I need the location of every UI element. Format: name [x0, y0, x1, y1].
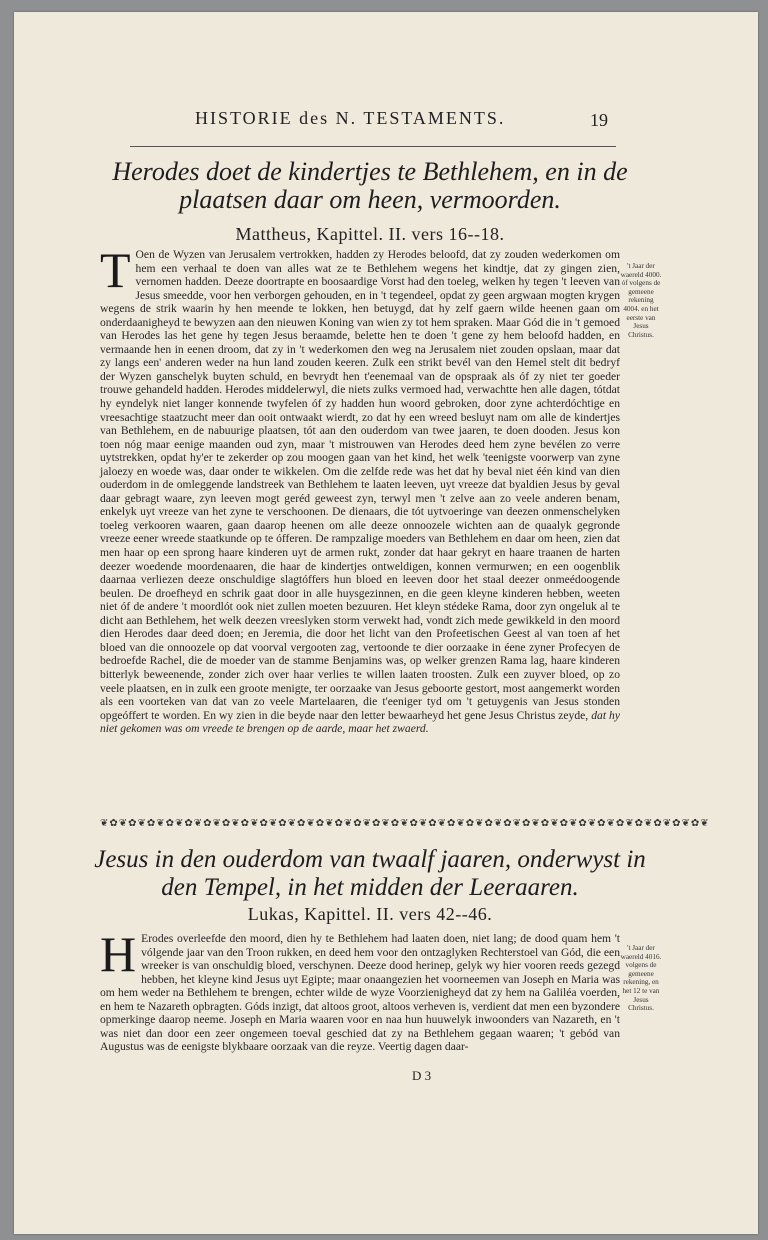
section-body-1	[100, 242, 620, 736]
signature-mark: D 3	[412, 1068, 432, 1083]
body-quote-1: dat hy niet gekomen was om vreede te brengen op de aarde, maar het zwaerd.	[100, 708, 620, 736]
header-rule	[130, 146, 616, 147]
page-number: 19	[590, 110, 608, 130]
body-paragraph-1: Oen de Wyzen van Jerusalem vertrokken, hadden zy Herodes beloofd, dat zy zouden wederkomen om hem een verhaal te doen van alles wat ze te Bethlehem wegens het kindtje, dat zy gingen zien, vernomen hadden. Deeze doortrapte en boosaardige Vorst had den toeleg, welken hy tegen 't leeven van Jesus smeedde, voor hen verborgen gehouden, en in 't tegendeel, opdat zy geen argwaan mogten krygen wegens de strik waarin hy hen meende te lokken, hen betuygd, dat hy zelf gaern wilde heenen gaan om onderdaanigheyd te bewyzen aan den nieuwen Koning van wien zy tot hem spraken. Maar Gód die in 't gemoed van Herodes las het gene hy tegen Jesus beraamde, belette hen te doen 't gene zy hem beloofd hadden, en vermaande hen in eenen droom, dat zy in 't wederkomen den weg na Jerusalem niet zouden opslaan, maar dat zy langs een' anderen weder na hun land zouden keeren. Zulk een strikt bevél van den Hemel stelt dit bedryf der Wyzen ganschelyk buyten schuld, en bevrydt hen t'eenemaal van de opspraak als óf zy niet ter goeder trouwe gehandeld hadden. Herodes middelerwyl, die niets zulks vermoed had, verwachtte hen alle dagen, tótdat hy eyndelyk niet langer konnende twyfelen óf zy hadden hun woord gebroken, door zyne achterdóchtige en vreesachtige staatzucht meer dan ooit ontwaakt wierdt, zo dat hy een wreed besluyt nam om alle de kindertjes van Bethlehem, en de nabuurige plaatsen, tót aan den ouderdom van twee jaaren, te doen dooden. Jesus kon toen nóg maar eenige maanden oud zyn, maar 't mistrouwen van Herodes deed hem zyne bevélen zo verre uytstrekken, opdat hy'er te zekerder op zou moogen gaan van het kind, het welk 'teenigste voorwerp van zyne jaloezy en woede was, daar onder te wikkelen. Om die zelfde rede was het dat hy beval niet één kind van dien ouderdom in de omleggende landstreek van Bethlehem te laaten leeven, uyt vreeze dat byaldien Jesus by geval daar gebragt waare, zyn leeven mogt geréd geweest zyn, terwyl men 't zelve aan zo veele anderen benam, enkelyk uyt vreeze van het zyne te verschoonen. De dienaars, die tót uytvoeringe van deezen onmenschelyken toeleg verkooren waaren, gaan daarop heenen om alle deeze onnoozele wichten aan de quaalyk gegronde vreeze eener wreede staatkunde op te ófferen. De rampzalige moeders van Bethlehem en daar om heen, zien dat men haar op een sprong haare kinderen uyt de armen rukt, zonder dat haar gekryt en haare traanen de harten deezer woedende moordenaaren, die haar de kindertjes ontweldigen, konnen vermurwen; en een oogenblik daarnaa verliezen deeze onschuldige slagtóffers hun bloed en leeven door het staal deezer onmeédoogende beulen. De droefheyd en schrik gaat door in alle huysgezinnen, en die geen kleyne kinderen hebben, weeten niet óf de andere 't moordlót ook niet zullen moeten bezuuren. Het kleyn stédeke Rama, door zyn ongeluk al te dicht aan Bethlehem, het welk deezen vreeslyken storm verwekt had, vondt zich mede gewikkeld in den moord dien Herodes daar deed doen; en Jeremia, die door het licht van den Profeetischen Geest al van toen af het bloed van die onnoozele op dat voorval vergooten zag, vertoonde te dier oorzaake in éene zyner Profecyen de bedroefde Rachel, die de moeder van de stamme Benjamins was, op welker grenzen Rama lag, haare kinderen bitterlyk beweenende, zonder zich over haar verlies te willen laaten troosten. Zulk een zuyver bloed, op zo veele plaatsen, en in zulk een groote menigte, ter oorzaake van Jesus geboorte gestort, most aangemerkt worden als een voorteken van dat van zo veele Martelaaren, die t'eeniger tyd om 't getuygenis van Jesus stonden opgeóffert te worden. En wy zien in die beyde naar den letter bewaarheyd het gene Jesus Christus zeyde,	[100, 248, 620, 722]
running-head: HISTORIE des N. TESTAMENTS.	[195, 108, 506, 128]
drop-cap-1: T	[100, 242, 131, 298]
margin-note-2: 't Jaar der waereld 4016. volgens de gemeene rekening, en het 12 te van Jesus Christus.	[620, 944, 662, 1013]
section-title-1: Herodes doet de kindertjes te Bethlehem, en in de plaatsen daar om heen, vermoorden.	[112, 157, 628, 214]
section-title-2: Jesus in den ouderdom van twaalf jaaren, onderwyst in den Tempel, in het midden der Leeraaren.	[94, 846, 646, 901]
ornament-divider: ❦✿❦✿❦✿❦✿❦✿❦✿❦✿❦✿❦✿❦✿❦✿❦✿❦✿❦✿❦✿❦✿❦✿❦✿❦✿❦✿❦✿❦✿❦✿❦✿❦✿❦✿❦✿❦✿❦✿❦✿❦✿❦✿❦	[100, 818, 710, 829]
section-reference-2: Lukas, Kapittel. II. vers 42--46.	[247, 904, 493, 924]
section-body-2	[100, 926, 620, 1054]
body-paragraph-2: Erodes overleefde den moord, dien hy te Bethlehem had laaten doen, niet lang; de dood quam hem 't vólgende jaar van den Troon rukken, en deed hem voor den ontzaglyken Rechterstoel van Gód, die een wreeker is van onschuldig bloed, verschynen. Deeze dood herinep, gelyk wy hier vooren reeds gezegd hebben, het kleyne kind Jesus uyt Egipte; maar onaangezien het voorneemen van Joseph en Maria was om hem weder na Bethlehem te brengen, echter wilde de wyze Voorzienigheyd dat zy hem na Galiléa voerden, en hem te Nazareth opbragten. Góds inzigt, dat altoos groot, altoos verheven is, verdient dat men een byzondere opmerkinge daarop neeme. Joseph en Maria waaren voor en naa hun huuwelyk inwoonders van Nazareth, en 't was niet dan door een zeer ongemeen toeval geschied dat zy na Bethlehem gegaan waaren; 't gebód van Augustus was de eenigste blykbaare oorzaak van die reyze. Veertig dagen daar-	[100, 932, 620, 1054]
drop-cap-2: H	[100, 926, 137, 982]
section-reference-1: Mattheus, Kapittel. II. vers 16--18.	[235, 224, 505, 244]
margin-note-1: 't Jaar der waereld 4000. óf volgens de gemeene rekening 4004. en het eerste van Jesus Christus.	[620, 262, 662, 339]
